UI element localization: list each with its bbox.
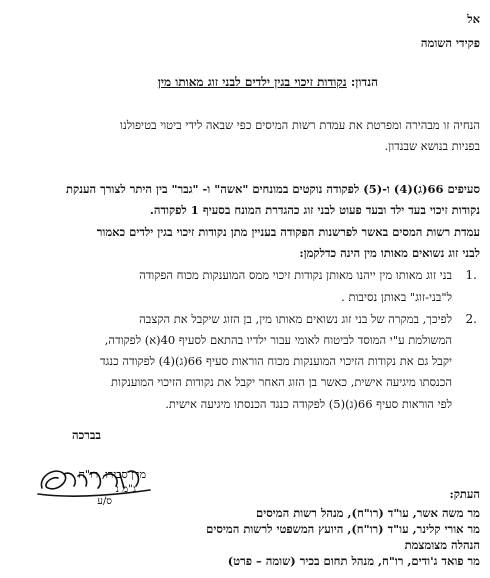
signature-initials: ס/ע bbox=[97, 496, 112, 507]
item-2-line-3: יקבל גם את נקודות הזיכוי המוענקות מכוח הוראות סעיף 66(ג)(4) לפקודה כנגד bbox=[100, 354, 452, 368]
cc-label: העתק: bbox=[449, 487, 480, 501]
intro-line-1: הנחיה זו מבהירה ומפרטת את עמדת רשות המיסים כפי שבאה לידי ביטוי בטיפולנו bbox=[120, 118, 480, 132]
section-a-line-3: עמדת רשות המסים באשר לפרשנות הפקודה בעניין מתן נקודות זיכוי בגין ילדים כאמור bbox=[96, 225, 480, 239]
item-1-number: 1. bbox=[465, 268, 477, 282]
item-2-line-4: הכנסתו מיגיעה אישית, כאשר בן הזוג האחר יקבל את נקודות הזיכוי המוענקות bbox=[111, 375, 452, 389]
closing: בברכה bbox=[72, 428, 101, 442]
item-2-number: 2. bbox=[465, 312, 477, 326]
item-1-line-1: בני זוג מאותו מין ייהנו מאותן נקודות זיכוי ממס המוענקות מכוח הפקודה bbox=[139, 268, 452, 282]
item-1-line-2: ל"בני-זוג" באותן נסיבות . bbox=[341, 290, 452, 304]
subject-text: נקודות זיכוי בגין ילדים לבני זוג מאותו מין bbox=[157, 75, 347, 89]
section-a-line-2: נקודות זיכוי בעד ילד ובעד פעוט לבני זוג כהגדרת המונח בסעיף 1 לפקודה. bbox=[149, 203, 480, 217]
item-2-line-1: לפיכך, במקרה של בני זוג נשואים מאותו מין, בן הזוג שיקבל את הקצבה bbox=[139, 312, 452, 326]
section-a-line-1: סעיפים 66(ג)(4) ו-(5) לפקודה נוקטים במונחים "אשה" ו- "גבר" בין היתר לצורך הענקת bbox=[66, 182, 480, 196]
intro-line-2: בפניות בנושא שבנדון. bbox=[384, 139, 480, 153]
signature-title: ג"מ נ bbox=[115, 484, 136, 495]
to-recipient: פקידי השומה bbox=[420, 36, 480, 50]
section-a-line-4: לבני זוג נשואים מאותו מין הינה כדלקמן: bbox=[299, 246, 480, 260]
item-2-line-5: לפי הוראות סעיף 66(ג)(5) לפקודה כנגד הכנסתו מיגיעה אישית. bbox=[165, 397, 452, 411]
subject-line bbox=[158, 75, 378, 90]
cc-line-2: מר אורי קלינר, עו"ד (רו"ח), היועץ המשפטי לרשות המיסים bbox=[206, 522, 480, 536]
to-label: אל bbox=[467, 12, 480, 26]
item-2-line-2: המשולמת ע"י המוסד לביטוח לאומי עבור ילדיו בהתאם לסעיף 40(א) לפקודה, bbox=[104, 333, 452, 347]
subject-prefix: הנדון: bbox=[350, 75, 378, 89]
cc-line-3: הנהלה מצומצמת bbox=[404, 538, 480, 552]
cc-line-1: מר משה אשר, עו"ד (רו"ח), מנהל רשות המיסים bbox=[256, 506, 480, 520]
signature-drawing bbox=[28, 458, 158, 508]
signature-name: מרן סבירו, רו"ח bbox=[78, 468, 146, 481]
handwritten-signature bbox=[28, 458, 158, 508]
cc-line-4: מר פואד ג'ודים, רו"ח, מנהל תחום בכיר (שומה – פרט) bbox=[227, 554, 480, 568]
